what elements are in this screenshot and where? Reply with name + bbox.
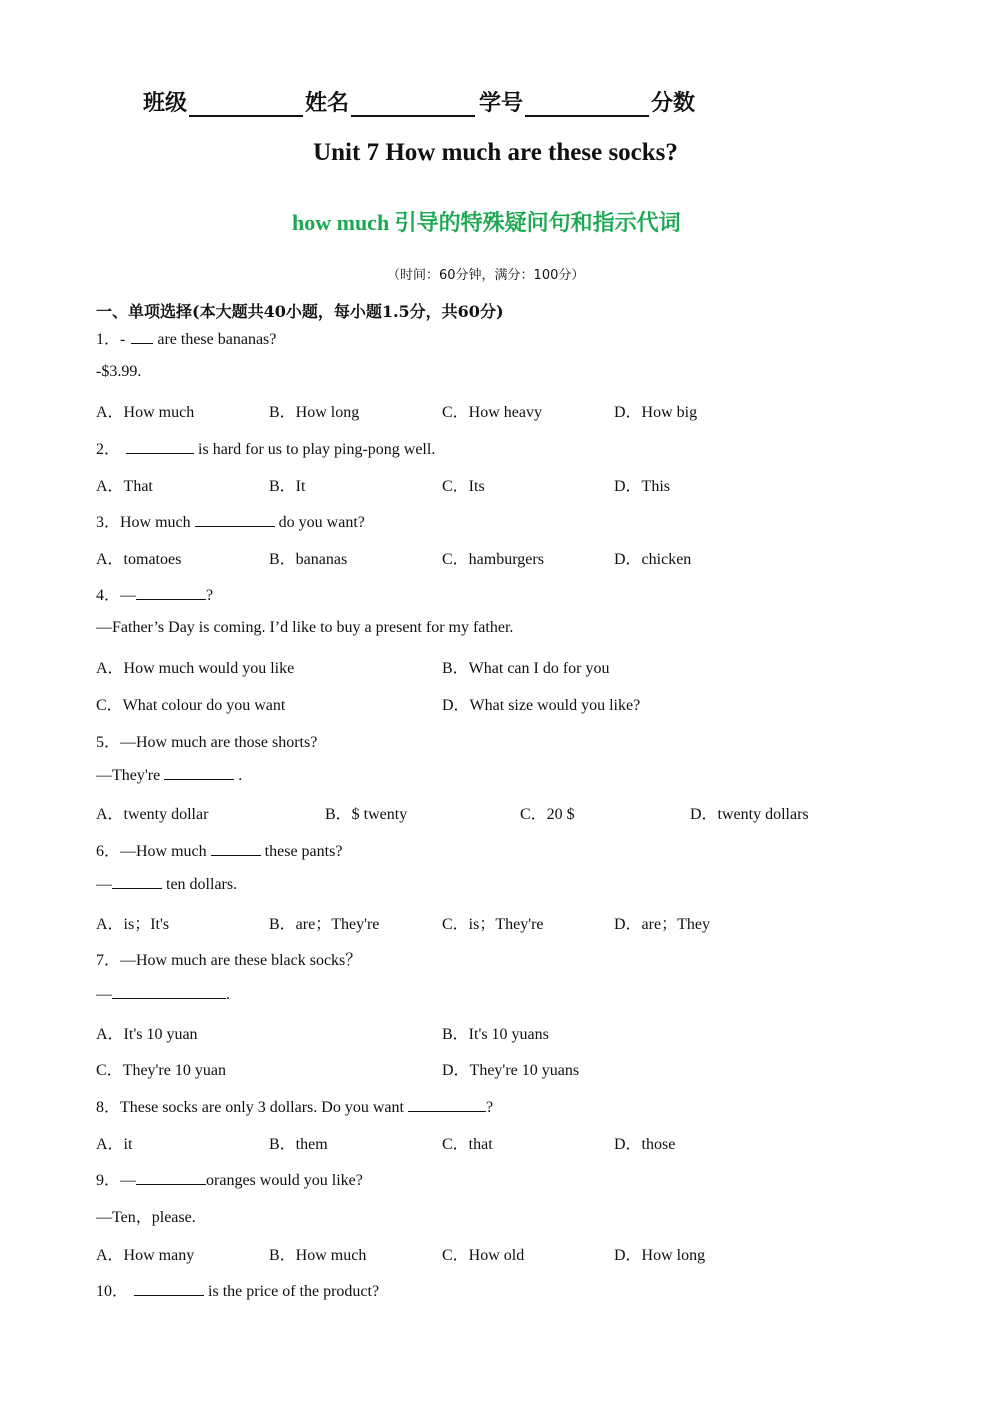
section-heading: 一、单项选择(本大题共40小题，每小题1.5分，共60分): [96, 302, 504, 321]
option-d[interactable]: D．What size would you like?: [442, 697, 641, 714]
answer-blank[interactable]: [112, 984, 226, 999]
option-d[interactable]: D．This: [614, 478, 671, 495]
option-a[interactable]: A．How many: [96, 1247, 195, 1264]
option-a[interactable]: A．How much: [96, 404, 195, 421]
option-a[interactable]: A．twenty dollar: [96, 806, 209, 823]
option-a[interactable]: A．is；It's: [96, 916, 170, 933]
name-blank[interactable]: [351, 91, 475, 117]
answer-blank[interactable]: [195, 512, 275, 527]
answer-blank[interactable]: [408, 1097, 486, 1112]
question-1-answer: -$3.99.: [96, 363, 142, 380]
answer-blank[interactable]: [131, 329, 153, 344]
option-d[interactable]: D．chicken: [614, 551, 692, 568]
answer-blank[interactable]: [136, 1170, 206, 1185]
student-id-label: 学号: [479, 90, 524, 115]
option-c[interactable]: C．How old: [442, 1247, 525, 1264]
answer-blank[interactable]: [211, 841, 261, 856]
answer-blank[interactable]: [136, 585, 206, 600]
option-b[interactable]: B．$ twenty: [325, 806, 408, 823]
class-label: 班级: [143, 90, 188, 115]
question-6-answer: — ten dollars.: [96, 876, 238, 893]
option-b[interactable]: B．It's 10 yuans: [442, 1026, 549, 1043]
option-d[interactable]: D．How big: [614, 404, 698, 421]
question-7: 7．—How much are these black socks？: [96, 952, 362, 969]
header-fields: [143, 86, 695, 117]
option-b[interactable]: B．bananas: [269, 551, 348, 568]
question-2: 2． is hard for us to play ping-pong well.: [96, 441, 436, 458]
question-3: 3．How much do you want?: [96, 514, 365, 531]
option-c[interactable]: C．20 $: [520, 806, 575, 823]
option-c[interactable]: C．What colour do you want: [96, 697, 286, 714]
option-b[interactable]: B．How long: [269, 404, 360, 421]
option-b[interactable]: B．are；They're: [269, 916, 380, 933]
time-note: （时间：60分钟，满分：100分）: [387, 268, 585, 283]
option-b[interactable]: B．How much: [269, 1247, 367, 1264]
student-id-blank[interactable]: [525, 91, 649, 117]
option-c[interactable]: C．They're 10 yuan: [96, 1062, 226, 1079]
question-5-answer: —They're .: [96, 767, 243, 784]
option-a[interactable]: A．tomatoes: [96, 551, 182, 568]
score-label: 分数: [651, 90, 696, 115]
option-a[interactable]: A．it: [96, 1136, 133, 1153]
question-5: 5．—How much are those shorts?: [96, 734, 318, 751]
answer-blank[interactable]: [164, 765, 234, 780]
option-c[interactable]: C．is；They're: [442, 916, 544, 933]
question-1: 1．- are these bananas?: [96, 331, 277, 348]
class-blank[interactable]: [189, 91, 303, 117]
option-a[interactable]: A．It's 10 yuan: [96, 1026, 198, 1043]
option-d[interactable]: D．those: [614, 1136, 676, 1153]
option-c[interactable]: C．How heavy: [442, 404, 542, 421]
answer-blank[interactable]: [112, 874, 162, 889]
option-a[interactable]: A．How much would you like: [96, 660, 295, 677]
question-10: 10． is the price of the product?: [96, 1283, 380, 1300]
option-d[interactable]: D．twenty dollars: [690, 806, 809, 823]
answer-blank[interactable]: [126, 439, 194, 454]
question-4-context: —Father’s Day is coming. I’d like to buy a present for my father.: [96, 619, 514, 636]
question-4: 4．— ?: [96, 587, 214, 604]
option-b[interactable]: B．It: [269, 478, 306, 495]
name-label: 姓名: [305, 90, 350, 115]
option-a[interactable]: A．That: [96, 478, 153, 495]
option-b[interactable]: B．What can I do for you: [442, 660, 610, 677]
option-d[interactable]: D．They're 10 yuans: [442, 1062, 580, 1079]
question-9-answer: —Ten，please.: [96, 1209, 196, 1226]
option-c[interactable]: C．that: [442, 1136, 493, 1153]
page-subtitle: how much 引导的特殊疑问句和指示代词: [292, 210, 681, 235]
option-c[interactable]: C．hamburgers: [442, 551, 544, 568]
option-d[interactable]: D．How long: [614, 1247, 706, 1264]
question-9: 9．— oranges would you like?: [96, 1172, 363, 1189]
option-c[interactable]: C．Its: [442, 478, 485, 495]
option-b[interactable]: B．them: [269, 1136, 328, 1153]
question-6: 6．—How much these pants?: [96, 843, 343, 860]
question-7-answer: — .: [96, 986, 230, 1003]
page-title: Unit 7 How much are these socks?: [313, 139, 678, 166]
answer-blank[interactable]: [134, 1281, 204, 1296]
question-8: 8．These socks are only 3 dollars. Do you want ?: [96, 1099, 494, 1116]
option-d[interactable]: D．are；They: [614, 916, 710, 933]
